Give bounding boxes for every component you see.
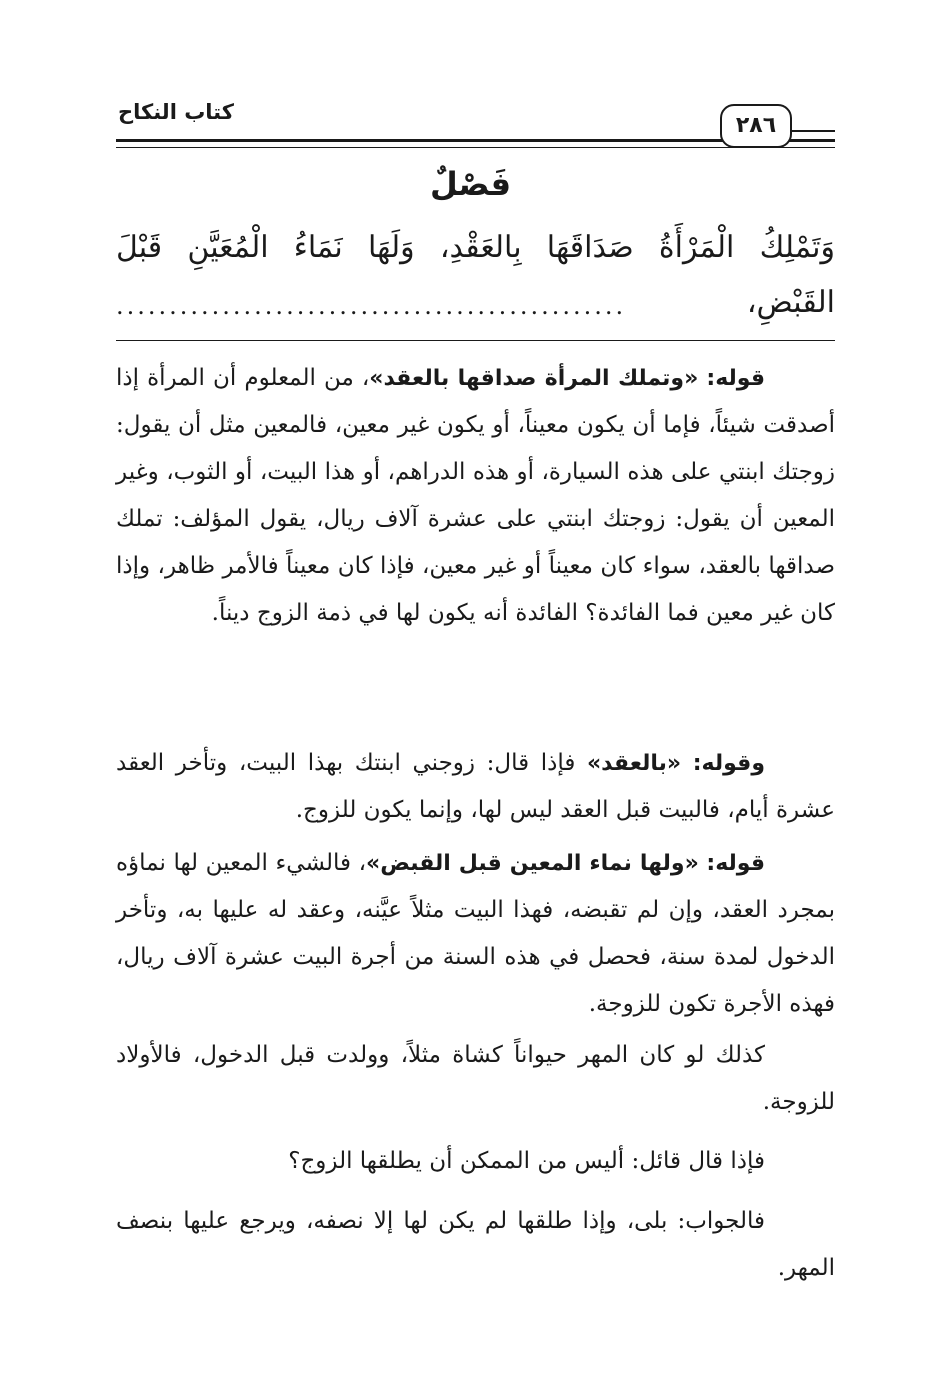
matn-line-1: وَتَمْلِكُ الْمَرْأَةُ صَدَاقَهَا بِالعَقْدِ، وَلَهَا نَمَاءُ الْمُعَيَّنِ قَبْلَ <box>116 230 835 265</box>
running-title: كتاب النكاح <box>118 100 234 124</box>
header-ornament-line <box>790 130 835 132</box>
matn-separator-rule <box>116 340 835 341</box>
commentary-paragraph-3 <box>116 840 835 1028</box>
commentary-paragraph-1 <box>116 355 835 637</box>
paragraph-lead: وقوله: <box>692 751 765 776</box>
matn-line-2: القَبْضِ، <box>746 285 835 320</box>
paragraph-text: ، من المعلوم أن المرأة إذا أصدقت شيئاً، فإما أن يكون معيناً، أو يكون غير معين، فالمعين مثل أن يقول: زوجتك ابنتي على هذه السيارة، أو هذه الدراهم، أو هذا البيت، أو الثوب، وغير المعين أن يقول: زوجتك ابنتي على عشرة آلاف ريال، يقول المؤلف: تملك صداقها بالعقد، سواء كان معيناً أو غير معين، فإذا كان معيناً فالأمر ظاهر، وإذا كان غير معين فما الفائدة؟ الفائدة أنه يكون لها في ذمة الزوج ديناً. <box>116 365 835 626</box>
page-number: ٢٨٦ <box>720 104 792 148</box>
paragraph-lead: قوله: <box>706 366 765 391</box>
commentary-paragraph-6: فالجواب: بلى، وإذا طلقها لم يكن لها إلا نصفه، ويرجع عليها بنصف المهر. <box>116 1208 835 1281</box>
paragraph-quote: «بالعقد» <box>586 751 682 776</box>
paragraph-quote: «وتملك المرأة صداقها بالعقد» <box>369 366 699 391</box>
paragraph-quote: «ولها نماء المعين قبل القبض» <box>366 851 699 876</box>
paragraph-text: ، فالشيء المعين لها نماؤه بمجرد العقد، وإن لم تقبضه، فهذا البيت مثلاً عيَّنه، وعقد له عليها به، وتأخر الدخول لمدة سنة، فحصل في هذه السنة من أجرة البيت عشرة آلاف ريال، فهذه الأجرة تكون للزوجة. <box>116 850 835 1017</box>
commentary-paragraph-5: فإذا قال قائل: أليس من الممكن أن يطلقها الزوج؟ <box>288 1148 765 1174</box>
paragraph-text: فإذا قال: زوجني ابنتك بهذا البيت، وتأخر العقد عشرة أيام، فالبيت قبل العقد ليس لها، وإنما يكون للزوج. <box>116 750 835 823</box>
header-rule-thin <box>116 147 835 148</box>
matn-dotted-leader: ................................................ <box>116 292 627 320</box>
paragraph-lead: قوله: <box>706 851 765 876</box>
section-title: فَصْلٌ <box>429 165 512 203</box>
commentary-paragraph-2 <box>116 740 835 834</box>
commentary-paragraph-4: كذلك لو كان المهر حيواناً كشاة مثلاً، وولدت قبل الدخول، فالأولاد للزوجة. <box>116 1042 835 1115</box>
